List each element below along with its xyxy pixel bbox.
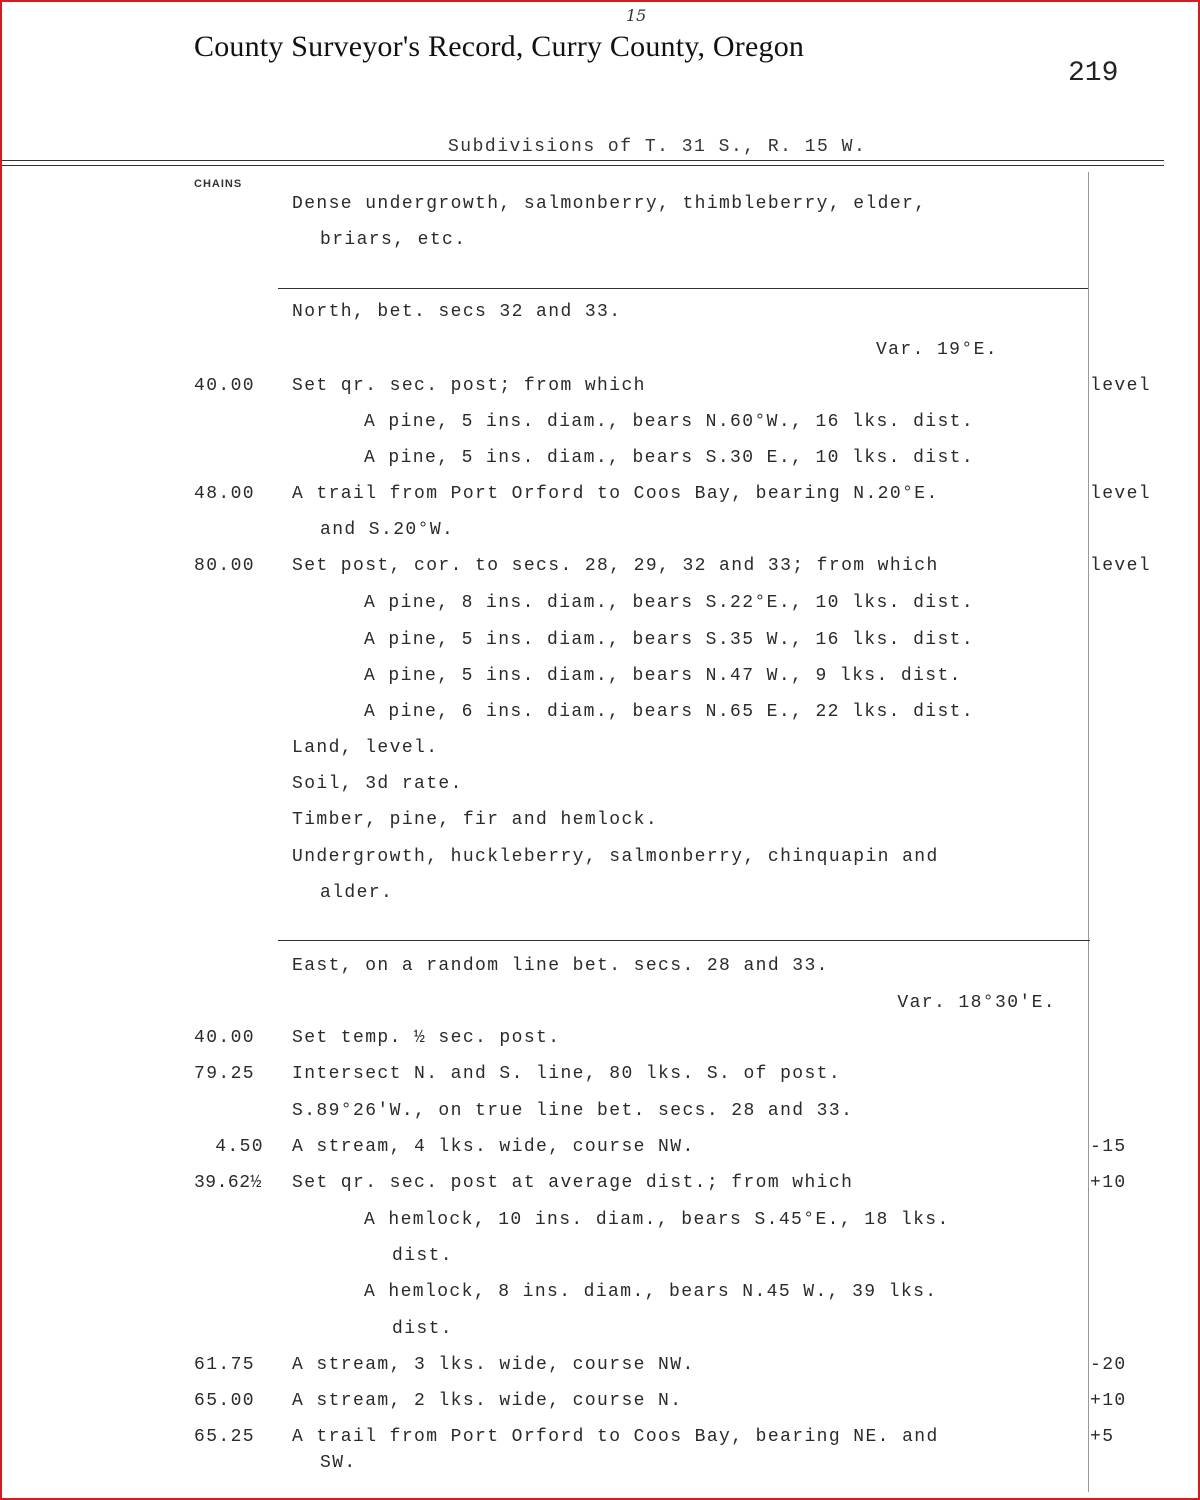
margin-note: level	[1090, 376, 1152, 396]
entry-text: Set qr. sec. post; from which	[292, 376, 646, 396]
margin-note: level	[1090, 556, 1152, 576]
entry-text: A stream, 3 lks. wide, course NW.	[292, 1355, 695, 1375]
section-divider	[278, 288, 1088, 289]
distance-value: 80.00	[194, 556, 256, 576]
description-line: Soil, 3d rate.	[292, 774, 463, 794]
chains-column-label: CHAINS	[194, 178, 243, 190]
header-rule-top	[2, 160, 1164, 161]
entry-continuation: SW.	[320, 1453, 357, 1473]
entry-continuation: dist.	[392, 1319, 454, 1339]
section-divider	[278, 940, 1090, 941]
bearing-tree: A pine, 5 ins. diam., bears S.30 E., 10 lks. dist.	[364, 448, 975, 468]
bearing-tree: A hemlock, 8 ins. diam., bears N.45 W., 39 lks.	[364, 1282, 938, 1302]
bearing-tree: A pine, 8 ins. diam., bears S.22°E., 10 lks. dist.	[364, 593, 975, 613]
entry-text: A trail from Port Orford to Coos Bay, bearing NE. and	[292, 1427, 939, 1447]
elevation-note: +5	[1090, 1427, 1115, 1447]
variation-note: Var. 18°30'E.	[897, 993, 1056, 1013]
bearing-tree: A hemlock, 10 ins. diam., bears S.45°E., 18 lks.	[364, 1210, 950, 1230]
distance-value: 39.62½	[194, 1173, 262, 1193]
entry-continuation: S.89°26'W., on true line bet. secs. 28 and 33.	[292, 1101, 854, 1121]
bearing-tree: A pine, 6 ins. diam., bears N.65 E., 22 lks. dist.	[364, 702, 975, 722]
elevation-note: -15	[1090, 1137, 1127, 1157]
elevation-note: -20	[1090, 1355, 1127, 1375]
section-heading: East, on a random line bet. secs. 28 and 33.	[292, 956, 829, 976]
page-title: County Surveyor's Record, Curry County, Oregon	[194, 30, 805, 63]
entry-text: Set qr. sec. post at average dist.; from which	[292, 1173, 854, 1193]
elevation-note: +10	[1090, 1173, 1127, 1193]
section-heading: North, bet. secs 32 and 33.	[292, 302, 622, 322]
margin-note: level	[1090, 484, 1152, 504]
distance-value: 65.00	[194, 1391, 256, 1411]
distance-value: 61.75	[194, 1355, 256, 1375]
entry-text: Set post, cor. to secs. 28, 29, 32 and 33; from which	[292, 556, 939, 576]
page-number: 219	[1068, 58, 1119, 89]
header-rule-bottom	[2, 165, 1164, 166]
handwritten-number: 15	[626, 6, 647, 25]
elevation-note: +10	[1090, 1391, 1127, 1411]
entry-text: A trail from Port Orford to Coos Bay, bearing N.20°E.	[292, 484, 939, 504]
variation-note: Var. 19°E.	[875, 340, 998, 360]
entry-continuation: and S.20°W.	[320, 520, 455, 540]
bearing-tree: A pine, 5 ins. diam., bears N.47 W., 9 lks. dist.	[364, 666, 962, 686]
distance-value: 40.00	[194, 376, 256, 396]
entry-text: Intersect N. and S. line, 80 lks. S. of post.	[292, 1064, 842, 1084]
distance-value: 79.25	[194, 1064, 256, 1084]
distance-value: 48.00	[194, 484, 256, 504]
description-line: Undergrowth, huckleberry, salmonberry, chinquapin and	[292, 847, 939, 867]
distance-value: 40.00	[194, 1028, 256, 1048]
entry-text: A stream, 4 lks. wide, course NW.	[292, 1137, 695, 1157]
description-line: alder.	[320, 883, 394, 903]
subdivision-heading: Subdivisions of T. 31 S., R. 15 W.	[448, 137, 867, 157]
entry-text: Set temp. ½ sec. post.	[292, 1028, 561, 1048]
distance-value: 4.50	[215, 1137, 264, 1157]
entry-text: A stream, 2 lks. wide, course N.	[292, 1391, 683, 1411]
bearing-tree: A pine, 5 ins. diam., bears S.35 W., 16 lks. dist.	[364, 630, 975, 650]
description-line: Timber, pine, fir and hemlock.	[292, 810, 659, 830]
description-line: Land, level.	[292, 738, 439, 758]
distance-value: 65.25	[194, 1427, 256, 1447]
margin-line	[1088, 172, 1089, 1492]
text-line: briars, etc.	[320, 230, 467, 250]
text-line: Dense undergrowth, salmonberry, thimbleberry, elder,	[292, 194, 927, 214]
entry-continuation: dist.	[392, 1246, 454, 1266]
bearing-tree: A pine, 5 ins. diam., bears N.60°W., 16 lks. dist.	[364, 412, 975, 432]
